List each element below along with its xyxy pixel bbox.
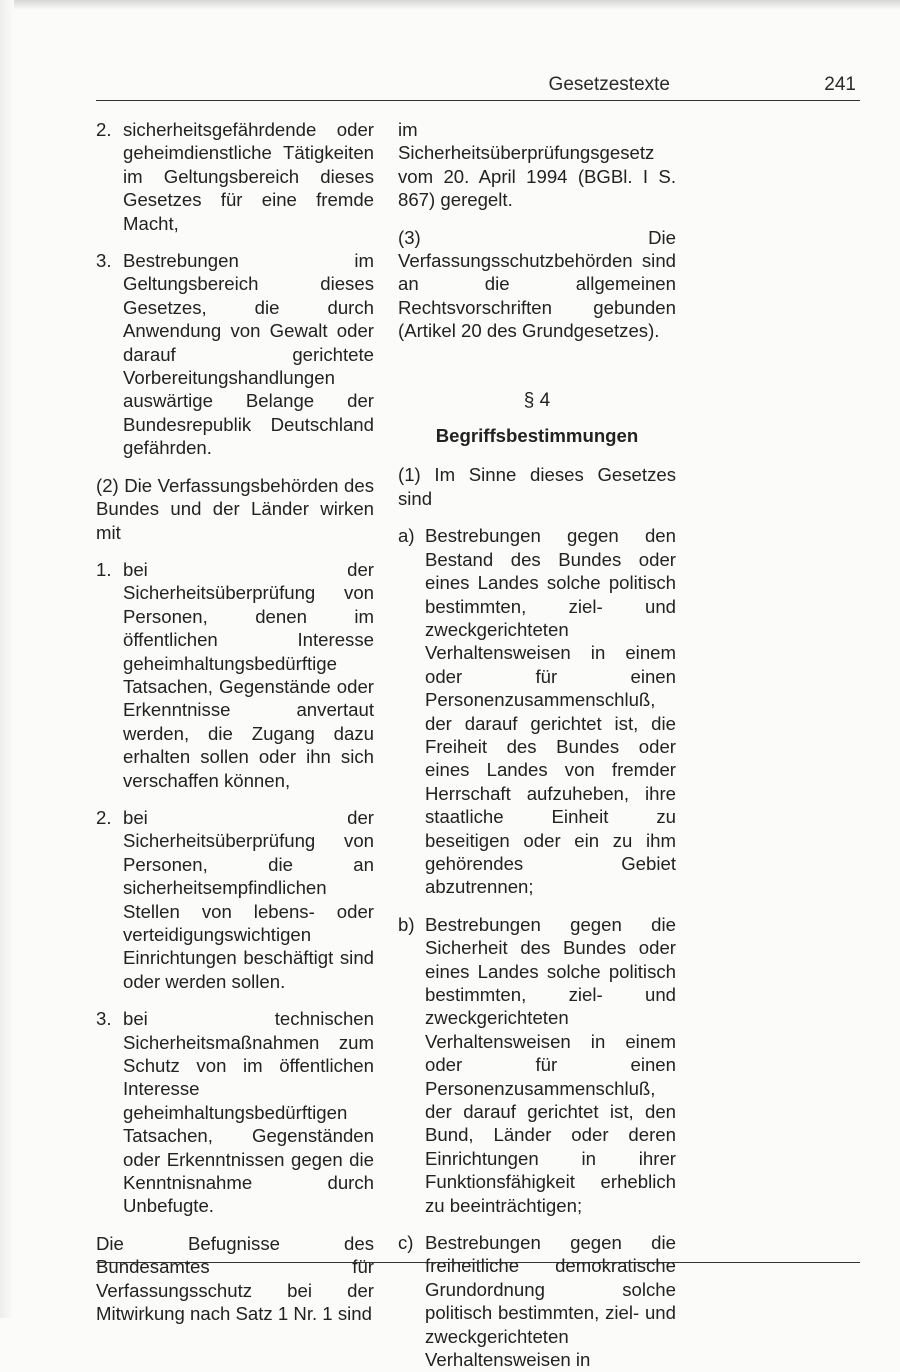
item-letter: c) <box>398 1232 414 1254</box>
list-item <box>96 249 374 460</box>
section-heading: Begriffsbestimmungen <box>435 425 639 447</box>
page-number: 241 <box>824 74 856 95</box>
list-item <box>398 913 676 1217</box>
scan-shadow-top <box>0 0 900 10</box>
running-header <box>96 72 860 101</box>
item-number: 2. <box>96 119 112 140</box>
item-number: 3. <box>96 1008 112 1030</box>
item-text: Bestrebungen gegen die Sicherheit des Bundes oder eines Landes solche politisch bestimmten, ziel- und zweckgerichteten Verhaltensweisen in einem oder für einen Personenzusammenschluß, der darauf gerichtet ist, den Bund, Länder oder deren Einrichtungen in ihrer Funktionsfähigkeit erheblich zu beeinträchtigen; <box>425 913 676 1216</box>
scan-shadow-left <box>0 0 14 1318</box>
item-text: Bestrebungen gegen die freiheitliche demokratische Grundordnung solche politisch bestimmten, ziel- und zweckgerichteten Verhaltensweisen in <box>425 1232 676 1371</box>
list-item <box>398 1231 676 1371</box>
item-letter: a) <box>398 525 415 547</box>
closing-paragraph: Die Befugnisse des Bundesamtes für Verfassungsschutz bei der Mitwirkung nach Satz 1 Nr. 1 sind <box>96 1232 374 1325</box>
item-text: bei technischen Sicherheitsmaßnahmen zum Schutz von im öffentlichen Interesse geheimhaltungsbedürftigen Tatsachen, Gegenständen oder Erkenntnissen gegen die Kenntnisnahme durch Unbefugte. <box>123 1008 374 1217</box>
item-text: bei der Sicherheitsüberprüfung von Personen, die an sicherheitsempfindlichen Stellen von lebens- oder verteidigungswichtigen Einrichtungen beschäftigt sind oder werden sollen. <box>123 806 374 992</box>
footer-rule <box>96 1262 860 1263</box>
item-number: 1. <box>96 558 112 580</box>
right-column <box>398 118 676 1372</box>
list-item <box>398 524 676 899</box>
running-header-title: Gesetzestexte <box>548 74 670 95</box>
paragraph-3: (3) Die Verfassungsschutzbehörden sind an die allgemeinen Rechtsvorschriften gebunden (Artikel 20 des Grundgesetzes). <box>398 226 676 342</box>
item-number: 3. <box>96 250 112 272</box>
left-column <box>96 118 374 1326</box>
section-number: § 4 <box>523 389 551 411</box>
list-item <box>96 118 374 235</box>
list-item <box>96 806 374 993</box>
item-text: Bestrebungen im Geltungsbereich dieses Gesetzes, die durch Anwendung von Gewalt oder darauf gerichtete Vorbereitungshandlungen auswärtige Belange der Bundesrepublik Deutschland gefährden. <box>123 250 374 459</box>
list-item <box>96 558 374 792</box>
item-text: sicherheitsgefährdende oder geheimdienstliche Tätigkeiten im Geltungsbereich dieses Gesetzes für eine fremde Macht, <box>123 119 374 234</box>
item-text: bei der Sicherheitsüberprüfung von Personen, denen im öffentlichen Interesse geheimhaltungsbedürftige Tatsachen, Gegenstände oder Erkenntnisse anvertaut werden, die Zugang dazu erhalten sollen oder ihn sich verschaffen können, <box>123 558 374 791</box>
paragraph-2: (2) Die Verfassungsbehörden des Bundes und der Länder wirken mit <box>96 474 374 543</box>
list-item <box>96 1007 374 1218</box>
continuation-text: im Sicherheitsüberprüfungsgesetz vom 20. April 1994 (BGBl. I S. 867) geregelt. <box>398 119 676 211</box>
paragraph-1: (1) Im Sinne dieses Gesetzes sind <box>398 464 676 509</box>
item-text: Bestrebungen gegen den Bestand des Bundes oder eines Landes solche politisch bestimmten, ziel- und zweckgerichteten Verhaltensweisen in einem oder für einen Personenzusammenschluß, der darauf gerichtet ist, die Freiheit des Bundes oder eines Landes von fremder Herrschaft aufzuheben, ihre staatliche Einheit zu beseitigen oder ein zu ihm gehörendes Gebiet abzutrennen; <box>425 525 676 898</box>
item-letter: b) <box>398 913 415 935</box>
item-number: 2. <box>96 806 112 828</box>
